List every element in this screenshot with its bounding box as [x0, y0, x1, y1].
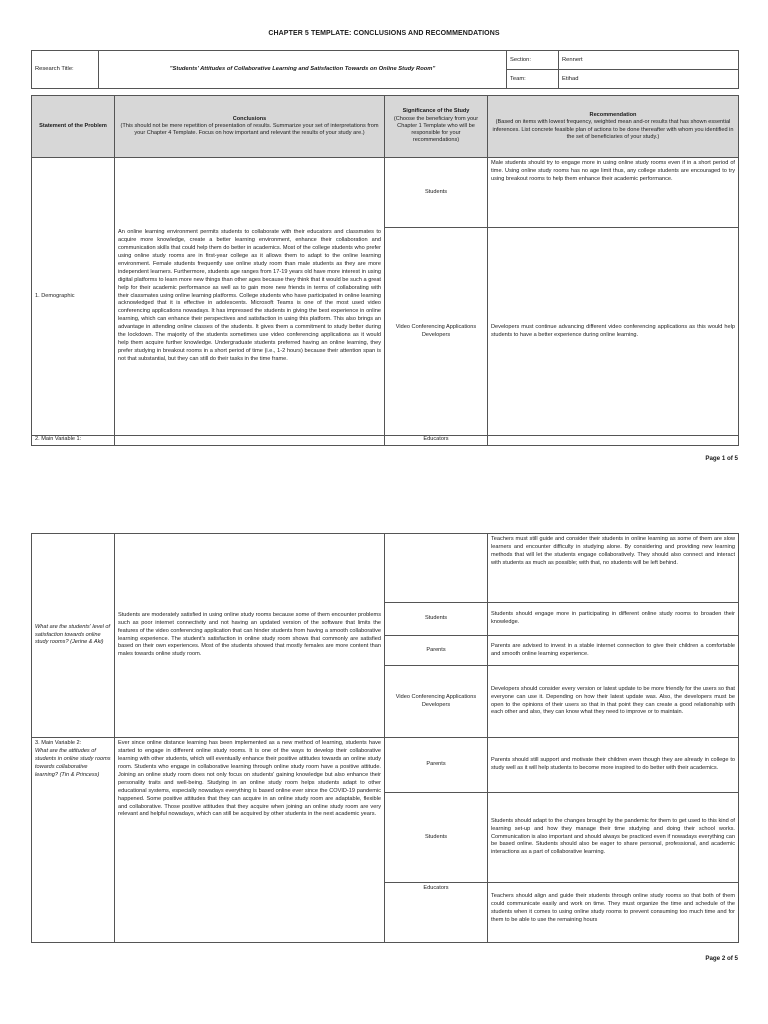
satisfaction-question: What are the students' level of satisfaction towards online study rooms? (Jerine & Aki) — [32, 534, 115, 738]
beneficiary-parents: Parents — [385, 636, 488, 666]
col-recommendation-header: Recommendation (Based on items with lowest frequency, weighted mean and-or results that has shown essential inferences. List concrete feasible plan of actions to be done thereafter with whom you identified in the set of beneficiaries of your study.) — [488, 96, 739, 158]
demographic-conclusion: An online learning environment permits students to collaborate with their educators and classmates to acquire more knowledge, create a better learning environment, enhance their collaboration and communication skills that could help them do better in academics. Most of the college students who prefer using online study rooms are in first-year college as it allows them to adapt to the online learning environment. Female students frequently use online study room than male students as they are more independent learners. Furthermore, students age ranges from 17-19 years old have more interest in using digital platforms to learn more new things than other ages because they think that it would be such a great help for their academic performance as well as to gain more new friends in terms of collaborating with their classmates using online learning platforms. College students who have participated in online learning acknowledged that it is effective in adolescents. Microsoft Teams is one of the most used video conferencing applications nowadays. It has impressed the students in giving the best experience in online learning, which can enhance their perspectives and satisfaction in using this platform. This also brings an advantage in attending online classes of the students. It gives them a commitment to study better during the lockdown. The majority of the students sometimes use video conferencing applications as it would help them acquire further knowledge. Undergraduate students preferred having an online learning, they prefer studying in breakout rooms in a short period of time (i.e., 1-2 hours) because their attention span is not that substantial, but they can still do their tasks in the time frame. — [115, 158, 385, 436]
attitudes-question: What are the attitudes of students in online study rooms towards collaborative learning? (Tin & Princess) — [35, 747, 111, 778]
conclusions-table-continued — [31, 533, 739, 943]
main-variable-1-label: 2. Main Variable 1: — [32, 436, 115, 446]
beneficiary-students: Students — [385, 603, 488, 636]
page-number: Page 1 of 5 — [705, 455, 738, 462]
recommendation-educators-top: Teachers must still guide and consider their students in online learning as some of them are slow learners and encounter difficulty in studying alone. By considering and providing new learning methods that will let the students engage collaboratively. They should also connect and interact with students as much as possible; with that, no students will be left behind. — [488, 534, 739, 603]
beneficiary-educators-cell — [385, 534, 488, 603]
beneficiary-developers: Video Conferencing Applications Developers — [385, 228, 488, 436]
recommendation-students: Male students should try to engage more in using online study rooms even if in a short period of time. Using online study rooms has no age limit thus, any college students are encouraged to try using breakout rooms to help them enhance their academic performance. — [488, 158, 739, 228]
beneficiary-students: Students — [385, 158, 488, 228]
conclusions-table — [31, 95, 739, 446]
attitudes-conclusion: Ever since online distance learning has been implemented as a new method of learning, students have started to engage in different online study rooms. It is one of the ways to develop their collaborative learning with other students, which will eventually enhance their positive attitudes towards an online study room. Students who engage in collaborative learning through online study room have a positive attitude. Joining an online study room does not only focus on students' gaining knowledge but also enhance their personality traits and well-being. Studying in an online study room helps students adapt to other educational systems, especially nowadays everything is based online ever since the COVID-19 pandemic happened. Some positive attitudes that they can acquire in an online study room are adaptable, flexible and collaborative. Those positive attitudes that they acquire when joining an online study room are very relevant and helpful nowadays, which can still be acquired by other students in the next academic years. — [115, 738, 385, 943]
col-conclusions-header: Conclusions (This should not be mere repetition of presentation of results. Summarize your set of interpretations from your Chapter 4 Template. Focus on how important and relevant the results of your study are.) — [115, 96, 385, 158]
beneficiary-educators: Educators — [385, 436, 488, 446]
page-1 — [0, 0, 768, 470]
col-significance-header: Significance of the Study (Choose the beneficiary from your Chapter 1 Template who will be responsible for your recommendations) — [385, 96, 488, 158]
main-variable-2-label: 3. Main Variable 2: — [35, 740, 82, 746]
demographic-label: 1. Demographic — [32, 158, 115, 436]
recommendation-parents-2: Parents should still support and motivate their children even though they are already in college to study well as it will help students to become more inspired to do better with their academics. — [488, 738, 739, 793]
beneficiary-parents-2: Parents — [385, 738, 488, 793]
recommendation-developers: Developers must continue advancing different video conferencing applications as this would help students to have a better experience during online learning. — [488, 228, 739, 436]
page-2 — [0, 500, 768, 1024]
satisfaction-conclusion: Students are moderately satisfied in using online study rooms because some of them encounter problems such as poor internet connectivity and not having an updated version of the software that limits the features of the video conferencing application that can hinder students from having a smooth collaborative learning experience. The student's satisfaction in online study room shows that commonly are satisfied based on their own experiences. Most of the students showed that mostly females are more content than males towards online study room. — [115, 534, 385, 738]
research-title: "Students' Attitudes of Collaborative Learning and Satisfaction Towards on Online Study Room" — [99, 51, 507, 89]
team-label: Team: — [507, 70, 559, 89]
team-value: Etihad — [559, 70, 739, 89]
section-label: Section: — [507, 51, 559, 70]
research-header-table — [31, 50, 739, 89]
col-statement-header: Statement of the Problem — [32, 96, 115, 158]
recommendation-students-2: Students should adapt to the changes brought by the pandemic for them to get used to this kind of learning set-up and how they manage their time studying and doing their school works. Communication is also important and should always be practiced even if nowadays everything can be based online. Students should also be eager to share personal, professional, and academic interactions as a part of collaborative learning. — [488, 793, 739, 883]
beneficiary-educators-2: Educators — [385, 883, 488, 943]
page-separator — [0, 470, 768, 500]
recommendation-educators-2: Teachers should align and guide their students through online study rooms so that both of them could communicate easily and work on time. They must organize the time and schedule of the students when it comes to using online study rooms to prevent consuming too much time and for them to be able to use the remaining hours — [488, 883, 739, 943]
beneficiary-students-2: Students — [385, 793, 488, 883]
main-variable-2 — [32, 738, 115, 943]
document-title: CHAPTER 5 TEMPLATE: CONCLUSIONS AND RECOMMENDATIONS — [268, 30, 500, 37]
recommendation-parents: Parents are advised to invest in a stable internet connection to give their children a comfortable and smooth online learning experience. — [488, 636, 739, 666]
section-value: Rennert — [559, 51, 739, 70]
page-number: Page 2 of 5 — [705, 955, 738, 962]
research-title-label: Research Title: — [32, 51, 99, 89]
recommendation-developers: Developers should consider every version or latest update to be more friendly for the users so that everyone can use it. Depending on how their latest update was. Also, the developers must be open to the opinions of their users so that in that point they can create a good relationship with each other and also, they can know what they need to improve or to maintain. — [488, 666, 739, 738]
recommendation-students: Students should engage more in participating in different online study rooms to broaden their knowledge. — [488, 603, 739, 636]
beneficiary-developers: Video Conferencing Applications Developers — [385, 666, 488, 738]
